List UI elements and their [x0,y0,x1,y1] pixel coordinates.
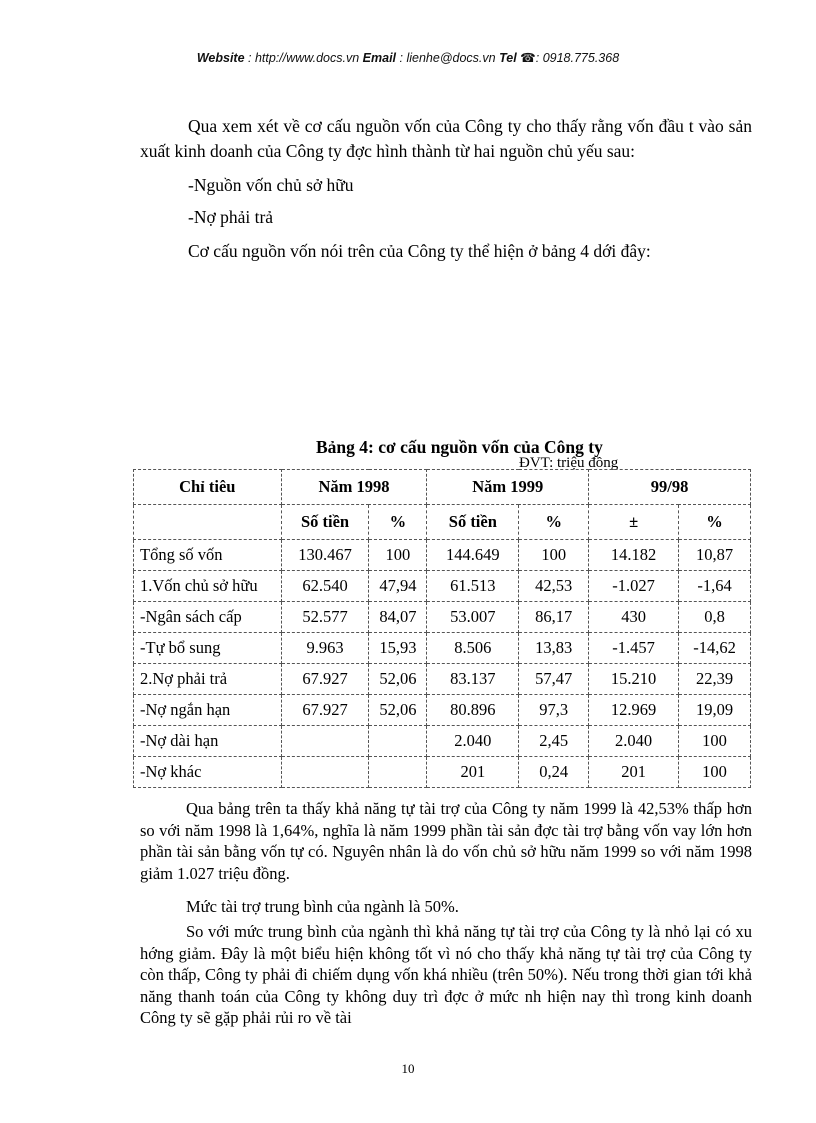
row-label: -Nợ dài hạn [134,726,282,757]
cell-amount-1999: 8.506 [427,633,519,664]
capital-structure-table [133,469,751,788]
cell-change: -1.027 [589,571,679,602]
analysis-text: Qua bảng trên ta thấy khả năng tự tài trợ của Công ty năm 1999 là 42,53% thấp hơn so với năm 1998 là 1,64%, nghĩa là năm 1999 phần tài sản đợc tài trợ bằng vốn vay lớn hơn phần tài sản bằng vốn tự có. Nguyên nhân là do vốn chủ sở hữu năm 1999 so với năm 1998 giảm 1.027 triệu đồng. [140,799,752,883]
cell-amount-1998: 62.540 [281,571,369,602]
website-url[interactable]: : http://www.docs.vn [248,51,360,65]
cell-pct-1999: 86,17 [519,602,589,633]
page-number: 10 [401,1061,415,1076]
row-label: -Nợ ngắn hạn [134,695,282,726]
conclusion-paragraph [140,921,752,1029]
header-chitieu: Chỉ tiêu [134,470,282,505]
cell-change-pct: 100 [679,726,751,757]
cell-amount-1999: 144.649 [427,540,519,571]
cell-change-pct: 0,8 [679,602,751,633]
cell-amount-1999: 2.040 [427,726,519,757]
cell-change-pct: -1,64 [679,571,751,602]
cell-change-pct: 22,39 [679,664,751,695]
subheader-pct-1999: % [519,505,589,540]
subheader-change-pct: % [679,505,751,540]
phone-number: : 0918.775.368 [535,51,620,65]
cell-amount-1998 [281,757,369,788]
cell-amount-1999: 80.896 [427,695,519,726]
header-comparison: 99/98 [589,470,751,505]
table-unit: ĐVT: triệu đồng [519,455,619,471]
website-label: Website [196,51,245,65]
cell-amount-1999: 61.513 [427,571,519,602]
cell-change: 201 [589,757,679,788]
cell-change: 14.182 [589,540,679,571]
cell-pct-1999: 57,47 [519,664,589,695]
cell-pct-1998: 15,93 [369,633,427,664]
table-row [134,540,751,571]
cell-pct-1998: 84,07 [369,602,427,633]
cell-change-pct: 100 [679,757,751,788]
table-caption: Bảng 4: cơ cấu nguồn vốn của Công ty [316,437,603,457]
list-item-equity: -Nguồn vốn chủ sở hữu [188,175,354,195]
subheader-amount-1999: Số tiền [427,505,519,540]
row-label: -Ngân sách cấp [134,602,282,633]
cell-amount-1998: 67.927 [281,664,369,695]
cell-pct-1999: 13,83 [519,633,589,664]
email-label: Email [362,51,397,65]
table-row [134,633,751,664]
cell-amount-1999: 53.007 [427,602,519,633]
cell-pct-1999: 0,24 [519,757,589,788]
cell-amount-1998: 67.927 [281,695,369,726]
cell-change-pct: 10,87 [679,540,751,571]
subheader-pct-1998: % [369,505,427,540]
cell-change: 15.210 [589,664,679,695]
table-row [134,602,751,633]
cell-change-pct: -14,62 [679,633,751,664]
cell-pct-1999: 2,45 [519,726,589,757]
cell-amount-1998: 52.577 [281,602,369,633]
cell-amount-1999: 201 [427,757,519,788]
cell-pct-1999: 42,53 [519,571,589,602]
subheader-amount-1998: Số tiền [281,505,369,540]
cell-change: 12.969 [589,695,679,726]
cell-amount-1998: 9.963 [281,633,369,664]
table-row [134,757,751,788]
cell-change: 2.040 [589,726,679,757]
industry-average-text: Mức tài trợ trung bình của ngành là 50%. [186,897,459,916]
cell-pct-1998: 47,94 [369,571,427,602]
row-label: Tổng số vốn [134,540,282,571]
cell-pct-1998: 52,06 [369,664,427,695]
table-row [134,695,751,726]
cell-change: -1.457 [589,633,679,664]
table-intro-sentence: Cơ cấu nguồn vốn nói trên của Công ty thể hiện ở bảng 4 dới đây: [188,241,651,261]
table-header-row [134,470,751,505]
phone-icon: ☎ [520,51,536,65]
page-header [0,50,816,65]
list-item-liabilities: -Nợ phải trả [188,207,274,227]
row-label: -Nợ khác [134,757,282,788]
row-label: 1.Vốn chủ sở hữu [134,571,282,602]
cell-pct-1998: 52,06 [369,695,427,726]
header-year-1999: Năm 1999 [427,470,589,505]
cell-pct-1998 [369,726,427,757]
subheader-empty [134,505,282,540]
table-subheader-row [134,505,751,540]
row-label: 2.Nợ phải trả [134,664,282,695]
table-row [134,571,751,602]
intro-paragraph: Qua xem xét về cơ cấu nguồn vốn của Công ty cho thấy rằng vốn đầu t vào sản xuất kinh doanh của Công ty đợc hình thành từ hai nguồn chủ yếu sau: [140,116,752,161]
cell-pct-1998: 100 [369,540,427,571]
cell-amount-1999: 83.137 [427,664,519,695]
cell-pct-1999: 100 [519,540,589,571]
conclusion-text: So với mức trung bình của ngành thì khả năng tự tài trợ của Công ty là nhỏ lại có xu hớng giảm. Đây là một biểu hiện không tốt vì nó cho thấy khả năng tự tài trợ của Công ty còn thấp, Công ty phải đi chiếm dụng vốn khá nhiều (trên 50%). Nếu trong thời gian tới khả năng thanh toán của Công ty không duy trì đợc ở mức nh hiện nay thì trong kinh doanh Công ty sẽ gặp phải rủi ro về tài [140,922,752,1027]
row-label: -Tự bổ sung [134,633,282,664]
tel-label: Tel [499,51,517,65]
header-year-1998: Năm 1998 [281,470,427,505]
cell-amount-1998 [281,726,369,757]
cell-amount-1998: 130.467 [281,540,369,571]
cell-change-pct: 19,09 [679,695,751,726]
table-row [134,726,751,757]
industry-average-paragraph [140,896,752,918]
table-row [134,664,751,695]
email-address[interactable]: : lienhe@docs.vn [399,51,496,65]
analysis-paragraph [140,798,752,884]
cell-pct-1998 [369,757,427,788]
cell-change: 430 [589,602,679,633]
subheader-change: ± [589,505,679,540]
cell-pct-1999: 97,3 [519,695,589,726]
